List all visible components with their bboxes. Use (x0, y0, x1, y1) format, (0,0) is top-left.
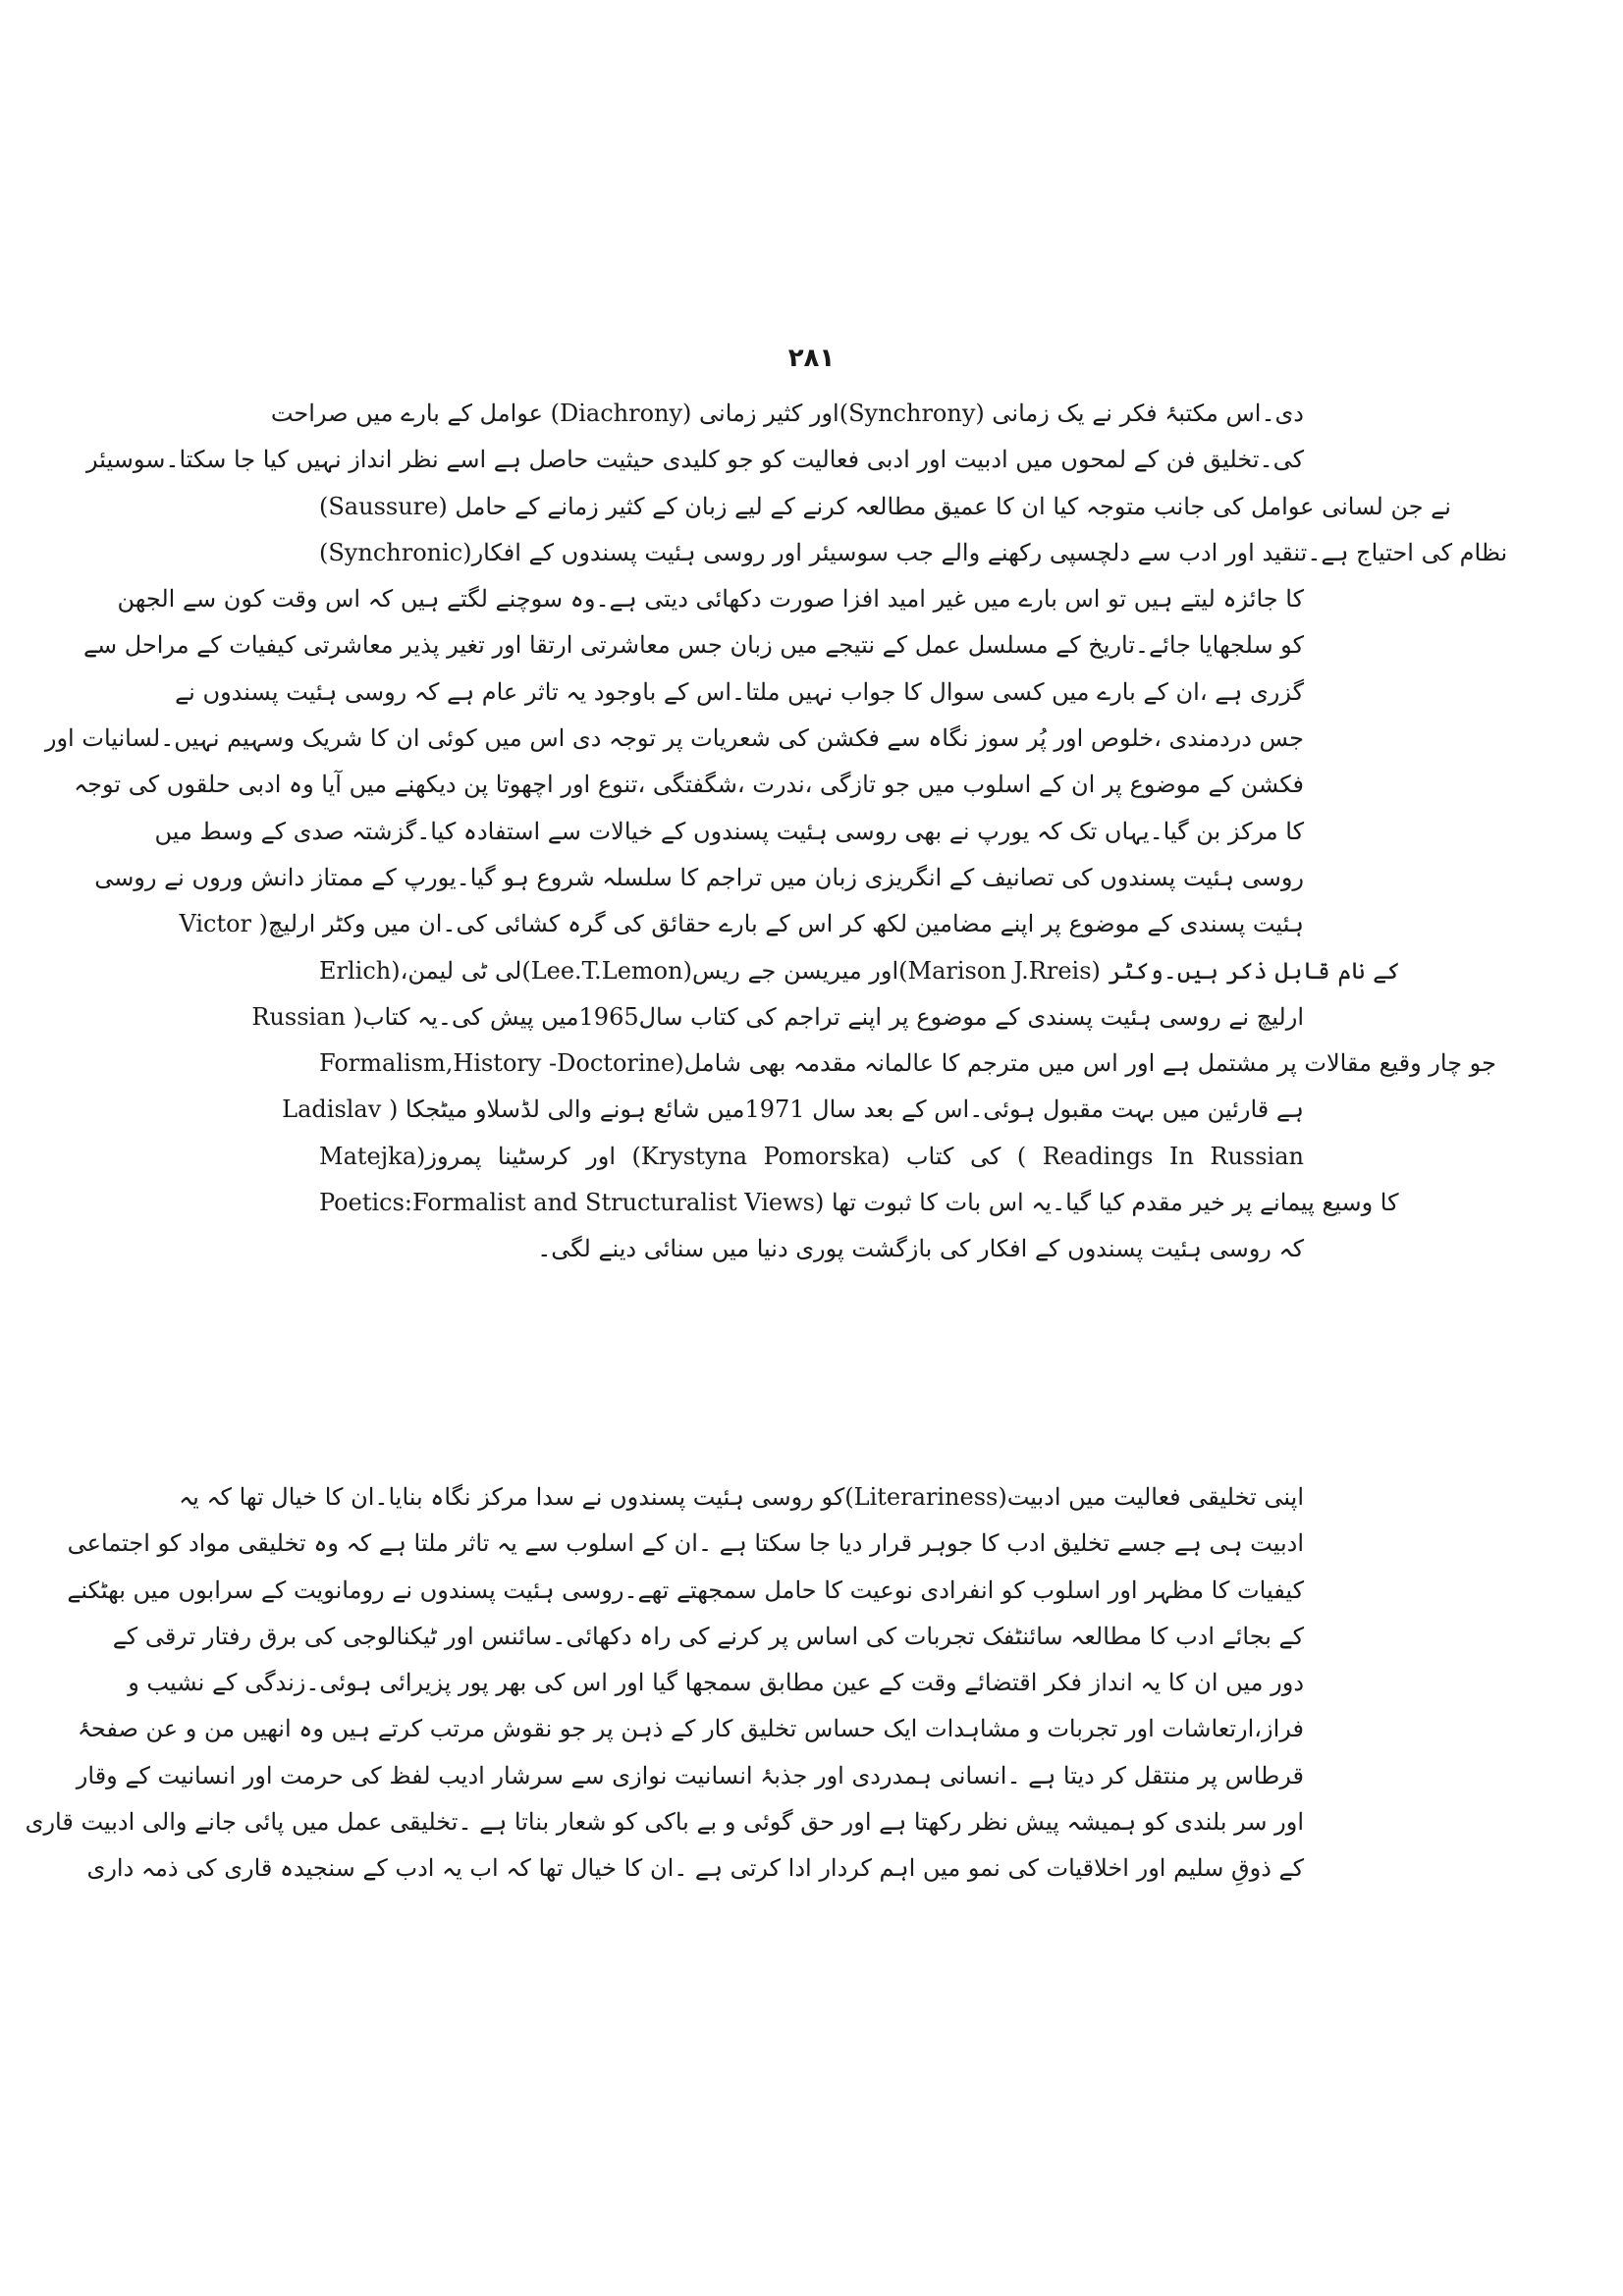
text-line: کا مرکز بن گیا۔یہاں تک کہ یورپ نے بھی روسی ہئیت پسندوں کے خیالات سے استفادہ کیا۔گزشتہ صدی کے وسط میں (154, 817, 1304, 845)
text-line: Poetics:Formalist and Structuralist Views) کا وسیع پیمانے پر خیر مقدم کیا گیا۔یہ اس بات کا ثبوت تھا (319, 1189, 1399, 1217)
text-line: گزری ہے ،ان کے بارے میں کسی سوال کا جواب نہیں ملتا۔اس کے باوجود یہ تاثر عام ہے کہ روسی ہئیت پسندوں نے (175, 677, 1304, 706)
page-number: ۲۸۱ (787, 344, 836, 373)
text-line: ہے قارئین میں بہت مقبول ہوئی۔اس کے بعد سال 1971میں شائع ہونے والی لڈسلاو میٹجکا ( Ladislav (282, 1095, 1304, 1124)
text-line: کی۔تخلیق فن کے لمحوں میں ادبیت اور ادبی فعالیت کو جو کلیدی حیثیت حاصل ہے اسے نظر انداز نہیں کیا جا سکتا۔سوسیئر (86, 446, 1304, 474)
text-line: فکشن کے موضوع پر ان کے اسلوب میں جو تازگی ،ندرت ،شگفتگی ،تنوع اور اچھوتا پن دیکھنے میں آیا وہ ادبی حلقوں کی توجہ (74, 771, 1304, 799)
text-line: Matejka)اور کرسٹینا پمروز (Krystyna Pomorska) کی کتاب ( Readings In Russian (319, 1142, 1304, 1170)
text-line: کو سلجھایا جائے۔تاریخ کے مسلسل عمل کے نتیجے میں زبان جس معاشرتی ارتقا اور تغیر پذیر معاشرتی کیفیات کے مراحل سے (82, 631, 1304, 660)
text-line: کیفیات کا مظہر اور اسلوب کو انفرادی نوعیت کا حامل سمجھتے تھے۔روسی ہئیت پسندوں نے رومانویت کے سرابوں میں بھٹکنے (67, 1575, 1304, 1604)
paragraph-2 (25, 1474, 1304, 1893)
text-line: کے ذوقِ سلیم اور اخلاقیات کی نمو میں اہم کردار ادا کرتی ہے ۔ان کا خیال تھا کہ اب یہ ادب کے سنجیدہ قاری کی ذمہ داری (86, 1854, 1304, 1883)
text-line: جس دردمندی ،خلوص اور پُر سوز نگاہ سے فکشن کی شعریات پر توجہ دی اس میں کوئی ان کا شریک وسہیم نہیں۔لسانیات اور (44, 724, 1304, 753)
text-line: روسی ہئیت پسندوں کی تصانیف کے انگریزی زبان میں تراجم کا سلسلہ شروع ہو گیا۔یورپ کے ممتاز دانش وروں نے روسی (94, 863, 1304, 891)
text-line: کا جائزہ لیتے ہیں تو اس بارے میں غیر امید افزا صورت دکھائی دیتی ہے۔وہ سوچنے لگتے ہیں کہ اس وقت کون سے الجھن (117, 585, 1304, 614)
paragraph-1 (44, 391, 1508, 1273)
text-line: کہ روسی ہئیت پسندوں کے افکار کی بازگشت پوری دنیا میں سنائی دینے لگی۔ (537, 1235, 1304, 1263)
text-line: کے بجائے ادب کا مطالعہ سائنٹفک تجربات کی اساس پر کرنے کی راہ دکھائی۔سائنس اور ٹیکنالوجی کی برق رفتار ترقی کے (112, 1622, 1304, 1650)
text-line: اور سر بلندی کو ہمیشہ پیش نظر رکھتا ہے اور حق گوئی و بے باکی کو شعار بناتا ہے ۔تخلیقی عمل میں پائی جانے والی ادبیت قاری (25, 1808, 1304, 1837)
text-line: قرطاس پر منتقل کر دیتا ہے ۔انسانی ہمدردی اور جذبۂ انسانیت نوازی سے سرشار ادیب لفظ کی حرمت اور انسانیت کے وقار (76, 1761, 1304, 1789)
text-line: (Saussure) نے جن لسانی عوامل کی جانب متوجہ کیا ان کا عمیق مطالعہ کرنے کے لیے زبان کے کثیر زمانے کے حامل (319, 492, 1451, 520)
text-line: دی۔اس مکتبۂ فکر نے یک زمانی (Synchrony)اور کثیر زمانی (Diachrony) عوامل کے بارے میں صراحت (270, 400, 1304, 427)
text-line: ادبیت ہی ہے جسے تخلیق ادب کا جوہر قرار دیا جا سکتا ہے ۔ان کے اسلوب سے یہ تاثر ملتا ہے کہ وہ تخلیقی مواد کو اجتماعی (67, 1529, 1304, 1558)
text-line: Erlich)،لی ٹی لیمن(Lee.T.Lemon)اور میریسن جے ریس(Marison J.Rreis) کے نام قابل ذکر ہیں۔وکٹر (319, 956, 1401, 985)
text-line: ارلیچ نے روسی ہئیت پسندی کے موضوع پر اپنے تراجم کی کتاب سال1965میں پیش کی۔یہ کتاب( Russian (251, 1002, 1304, 1031)
text-line: فراز،ارتعاشات اور تجربات و مشاہدات ایک حساس تخلیق کار کے ذہن پر جو نقوش مرتب کرتے ہیں وہ انھیں من و عن صفحۂ (77, 1715, 1304, 1743)
text-line: ہئیت پسندی کے موضوع پر اپنے مضامین لکھ کر اس کے بارے حقائق کی گرہ کشائی کی۔ان میں وکٹر ارلیچ( Victor (179, 910, 1304, 938)
text-line: Formalism,History -Doctorine)جو چار وقیع مقالات پر مشتمل ہے اور اس میں مترجم کا عالمانہ مقدمہ بھی شامل (319, 1049, 1496, 1078)
text-line: (Synchronic)نظام کی احتیاج ہے۔تنقید اور ادب سے دلچسپی رکھنے والے جب سوسیئر اور روسی ہئیت پسندوں کے افکار (319, 538, 1508, 566)
text-line: اپنی تخلیقی فعالیت میں ادبیت(Literariness)کو روسی ہئیت پسندوں نے سدا مرکز نگاہ بنایا۔ان کا خیال تھا کہ یہ (179, 1483, 1304, 1511)
text-line: دور میں ان کا یہ انداز فکر اقتضائے وقت کے عین مطابق سمجھا گیا اور اس کی بھر پور پزیرائی ہوئی۔زندگی کے نشیب و (128, 1669, 1304, 1697)
